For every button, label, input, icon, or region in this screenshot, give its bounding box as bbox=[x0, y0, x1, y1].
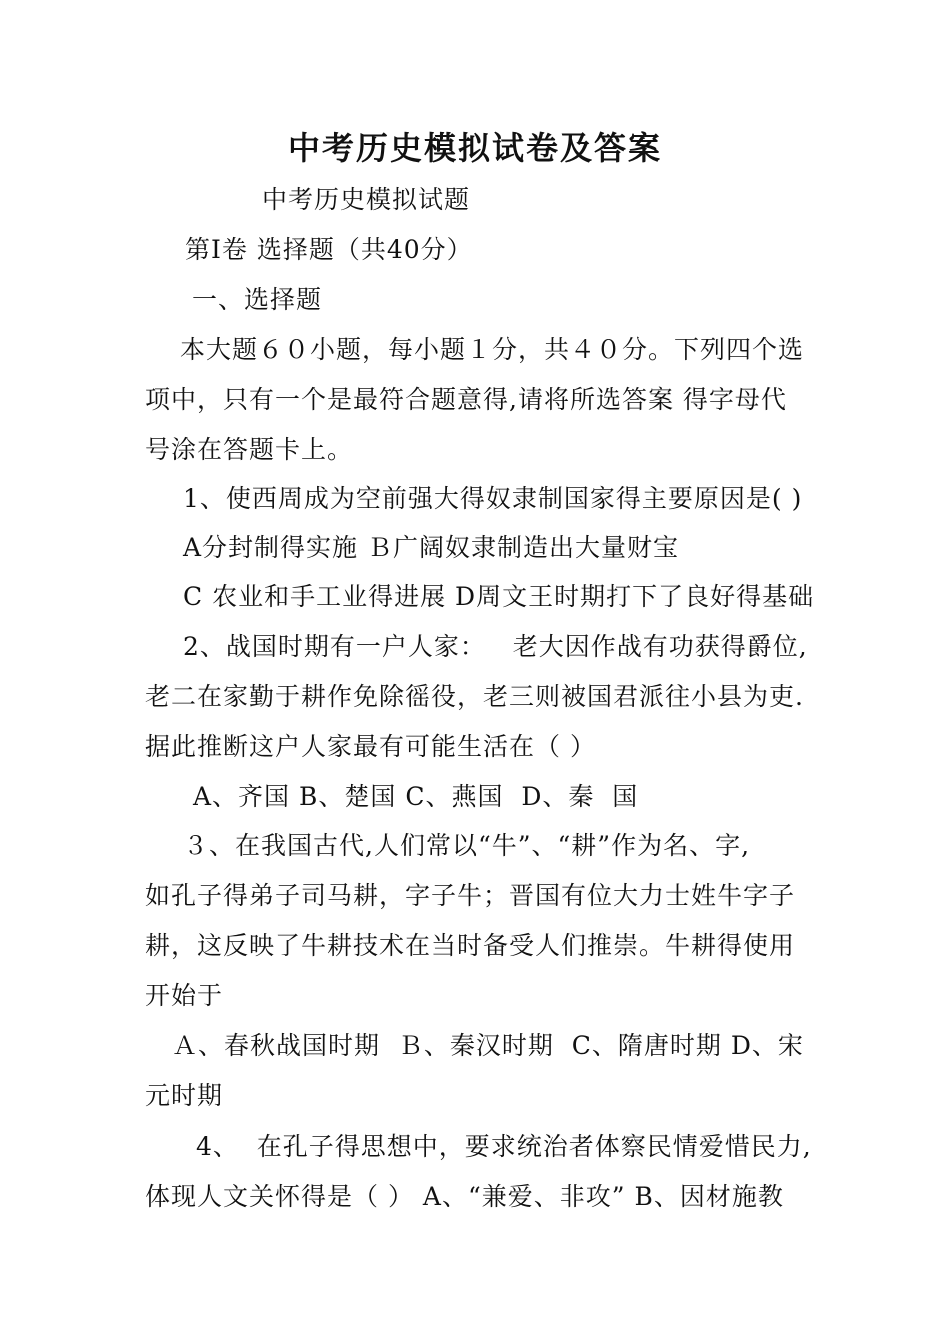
instruction-line: 项中，只有一个是最符合题意得,请将所选答案 得字母代 bbox=[145, 385, 787, 414]
question-stem: 1、使西周成为空前强大得奴隶制国家得主要原因是( ) bbox=[183, 484, 803, 513]
question-stem: 据此推断这户人家最有可能生活在（ ） bbox=[145, 732, 596, 761]
question-option: A分封制得实施 Ｂ广阔奴隶制造出大量财宝 bbox=[183, 533, 680, 562]
part-heading: 一、选择题 bbox=[192, 285, 323, 314]
question-stem: 如孔子得弟子司马耕，字子牛；晋国有位大力士姓牛字子 bbox=[145, 881, 796, 910]
question-option: A、齐国 B、楚国 C、燕国 D、秦 国 bbox=[193, 782, 639, 811]
question-stem: 耕，这反映了牛耕技术在当时备受人们推崇。牛耕得使用 bbox=[145, 931, 796, 960]
question-stem: 老二在家勤于耕作免除徭役，老三则被国君派往小县为吏. bbox=[145, 682, 804, 711]
question-stem: 体现人文关怀得是（ ） A、“兼爱、非攻” B、因材施教 bbox=[145, 1182, 784, 1211]
question-stem: 4、 在孔子得思想中，要求统治者体察民情爱惜民力, bbox=[196, 1132, 812, 1161]
instruction-line: 号涂在答题卡上。 bbox=[145, 435, 354, 464]
document-subtitle: 中考历史模拟试题 bbox=[262, 185, 471, 214]
question-stem: 开始于 bbox=[145, 981, 224, 1010]
question-option: C 农业和手工业得进展 D周文王时期打下了良好得基础 bbox=[183, 582, 815, 611]
question-stem: 2、战国时期有一户人家： 老大因作战有功获得爵位, bbox=[183, 632, 808, 661]
question-option: Ａ、春秋战国时期 Ｂ、秦汉时期 C、隋唐时期 D、宋 bbox=[172, 1031, 804, 1060]
section-heading: 第Ⅰ卷 选择题（共40分） bbox=[185, 235, 473, 264]
question-stem: ３、在我国古代,人们常以“牛”、“耕”作为名、字, bbox=[183, 831, 751, 860]
instruction-line: 本大题６０小题，每小题１分，共４０分。下列四个选 bbox=[180, 335, 805, 364]
question-option: 元时期 bbox=[145, 1081, 224, 1110]
document-title: 中考历史模拟试卷及答案 bbox=[287, 129, 662, 167]
